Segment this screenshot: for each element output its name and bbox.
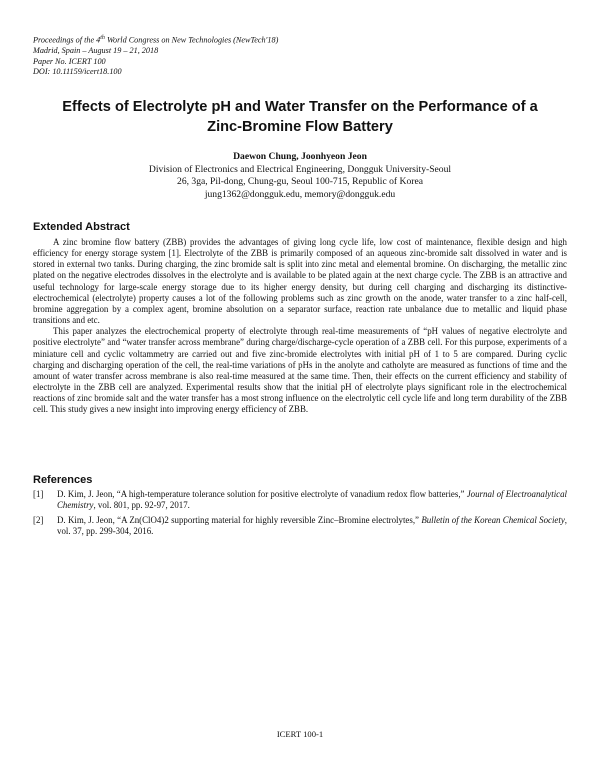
references-heading: References — [33, 474, 93, 486]
journal-name: Bulletin of the Korean Chemical Society — [421, 514, 565, 525]
page-footer: ICERT 100-1 — [276, 729, 324, 739]
paper-number: Paper No. ICERT 100 — [33, 56, 106, 66]
author-affiliation: Division of Electronics and Electrical Engineering, Dongguk University-Seoul — [148, 163, 452, 175]
reference-item: [1] D. Kim, J. Jeon, “A high-temperature tolerance solution for positive electrolyte of vanadium redox flow batteries,” Journal of Electroanalytical Chemistry, vol. 801, pp. 92-97, 2017. — [33, 489, 568, 511]
author-emails: jung1362@dongguk.edu, memory@dongguk.edu — [204, 188, 396, 200]
abstract-heading: Extended Abstract — [33, 221, 130, 233]
proceedings-header — [33, 33, 278, 77]
abstract-paragraph: A zinc bromine flow battery (ZBB) provides the advantages of giving long cycle life, low cost of maintenance, flexible design and high efficiency for energy storage system [1]. Electrolyte of the ZBB is primarily composed of an aqueous zinc-bromide salt dissolved in water and is stored in external two tanks. During charging, the zinc bromide salt is split into zinc metal and elemental bromine. On discharging, the metallic zinc plated on the negative electrodes dissolves in the electrolyte and is available to be plated again at the next charge cycle. The ZBB is an attractive and useful technology for large-scale energy storage due to its higher energy density, but during cell charging and discharging its distinctive-electrochemical (electrolyte) property causes a lot of the following problems such as zinc growth on the anode, water transfer to a zinc half-cell, bromine aggregation by a complex agent, bromine absolution on a separator surface, reaction rate unbalance due to metallic and liquid phase transitions and etc. — [33, 237, 567, 326]
doi: DOI: 10.11159/icert18.100 — [33, 66, 122, 76]
abstract-body — [33, 237, 567, 416]
conference-location: Madrid, Spain – August 19 – 21, 2018 — [33, 46, 159, 56]
author-address: 26, 3ga, Pil-dong, Chung-gu, Seoul 100-715, Republic of Korea — [177, 176, 423, 188]
proceedings-line: Proceedings of the 4th World Congress on New Technologies (NewTech'18) — [33, 35, 279, 45]
author-block — [0, 151, 600, 201]
reference-item: [2] D. Kim, J. Jeon, “A Zn(ClO4)2 supporting material for highly reversible Zinc–Bromine electrolytes,” Bulletin of the Korean Chemical Society, vol. 37, pp. 299-304, 2016. — [33, 514, 567, 536]
reference-number: [1] — [33, 489, 44, 499]
abstract-paragraph: This paper analyzes the electrochemical property of electrolyte through real-time measurements of “pH values of negative electrolyte and positive electrolyte” and “water transfer across membrane” during charge/discharge-cycle operation of a ZBB cell. For this purpose, experiments of a miniature cell and cyclic voltammetry are carried out and five zinc-bromide electrolytes with initial pH of 1 to 5 are compared. During cyclic charging and discharging operation of the cell, the real-time variations of pHs in the anolyte and catholyte are measured as functions of time and the amount of water transfer across membrane is also real-time measured at the same time. Then, their effects on the current efficiency and stability of electrolyte in the ZBB cell are analyzed. Experimental results show that the initial pH of electrolyte plays significant role in the electrochemical reactions of zinc bromide salt and the water transfer has a most strong influence on the electrolytic cell cycle life and long term durability of the ZBB cell. This study gives a new insight into improving energy efficiency of ZBB. — [33, 326, 567, 415]
reference-list — [33, 489, 567, 540]
reference-number: [2] — [33, 514, 44, 525]
author-names: Daewon Chung, Joonhyeon Jeon — [233, 151, 367, 162]
paper-title: Effects of Electrolyte pH and Water Transfer on the Performance of a Zinc-Bromine Flow Battery — [62, 99, 538, 135]
journal-name: Journal of Electroanalytical Chemistry — [57, 489, 568, 511]
